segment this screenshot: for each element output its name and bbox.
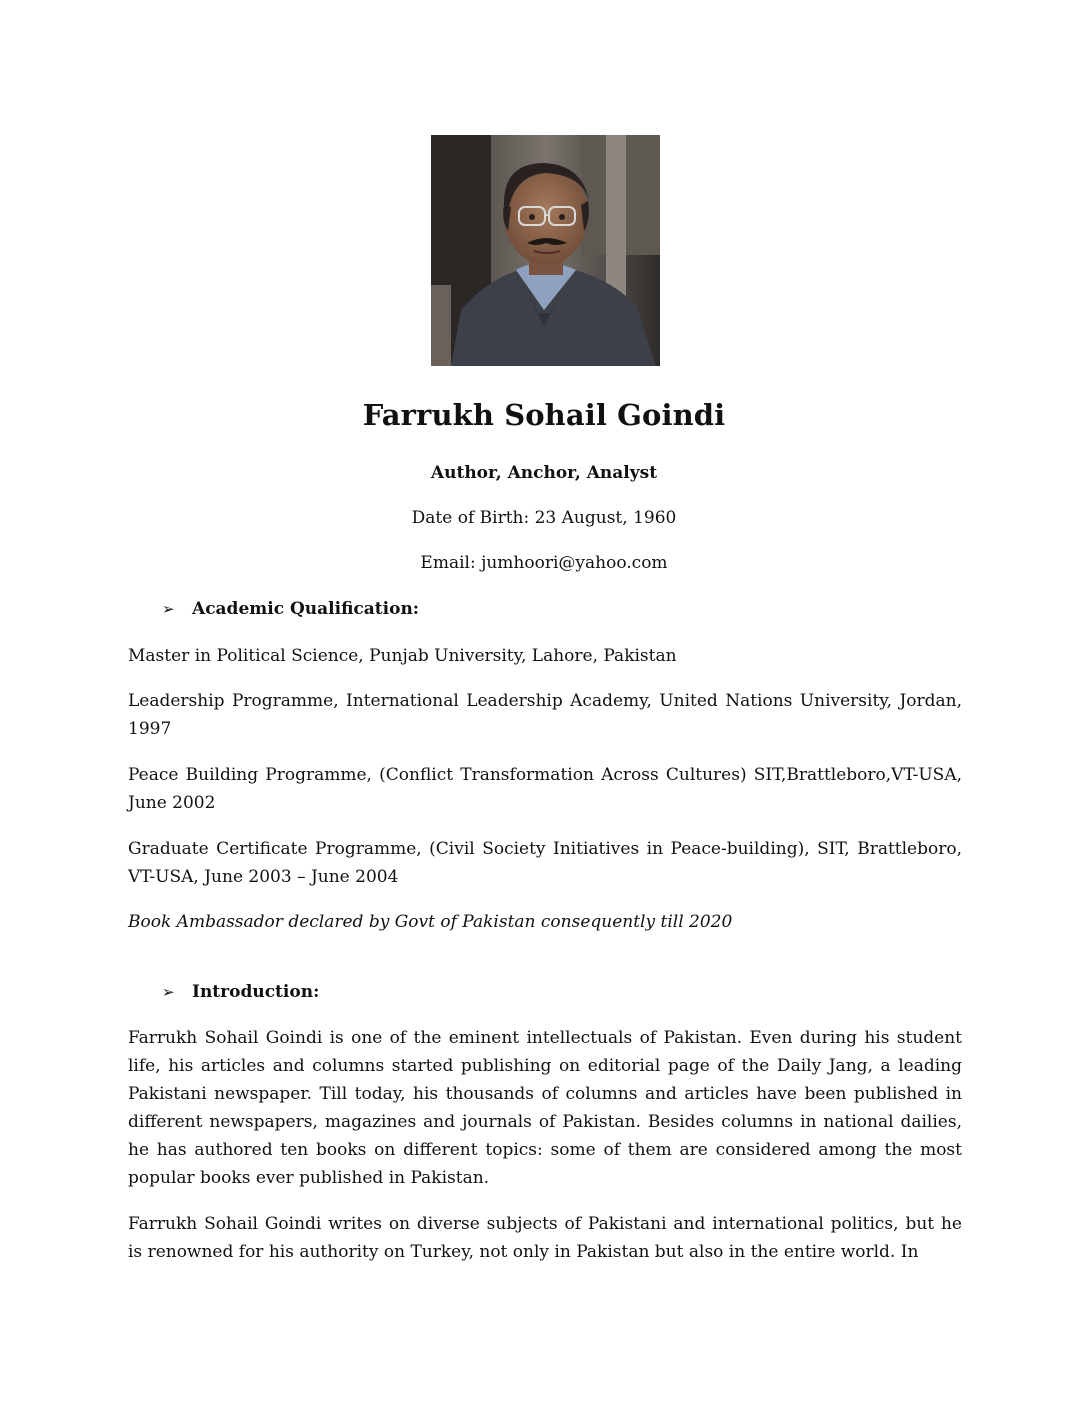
introduction-paragraph: Farrukh Sohail Goindi is one of the eminent intellectuals of Pakistan. Even during his student life, his articles and columns started publishing on editorial page of the Daily Jang, a leading Pakistani newspaper. Till today, his thousands of columns and articles have been published in different newspapers, magazines and journals of Pakistan. Besides columns in national dailies, he has authored ten books on different topics: some of them are considered among the most popular books ever published in Pakistan.	[128, 1028, 962, 1188]
portrait-image	[431, 135, 660, 366]
arrow-bullet-icon: ➢	[162, 600, 175, 618]
email-address: Email: jumhoori@yahoo.com	[420, 553, 668, 573]
person-roles: Author, Anchor, Analyst	[430, 463, 658, 483]
profile-photo	[431, 135, 660, 366]
date-of-birth: Date of Birth: 23 August, 1960	[411, 508, 677, 528]
introduction-heading	[162, 982, 319, 1002]
qualification-item: Graduate Certificate Programme, (Civil Society Initiatives in Peace-building), SIT, Brattleboro, VT-USA, June 2003 – June 2004	[128, 839, 962, 887]
introduction-paragraph: Farrukh Sohail Goindi writes on diverse subjects of Pakistani and international politics, but he is renowned for his authority on Turkey, not only in Pakistan but also in the entire world. In	[128, 1214, 962, 1262]
qualification-item: Master in Political Science, Punjab University, Lahore, Pakistan	[128, 646, 677, 666]
person-name: Farrukh Sohail Goindi	[362, 398, 726, 432]
academic-qualification-heading	[162, 599, 419, 619]
academic-heading-text: Academic Qualification:	[192, 599, 420, 619]
qualification-item: Peace Building Programme, (Conflict Transformation Across Cultures) SIT,Brattleboro,VT-USA, June 2002	[128, 765, 962, 813]
arrow-bullet-icon: ➢	[162, 983, 175, 1001]
qualification-item: Leadership Programme, International Leadership Academy, United Nations University, Jordan, 1997	[128, 691, 962, 739]
introduction-heading-text: Introduction:	[192, 982, 320, 1002]
book-ambassador-note: Book Ambassador declared by Govt of Pakistan consequently till 2020	[128, 912, 733, 932]
